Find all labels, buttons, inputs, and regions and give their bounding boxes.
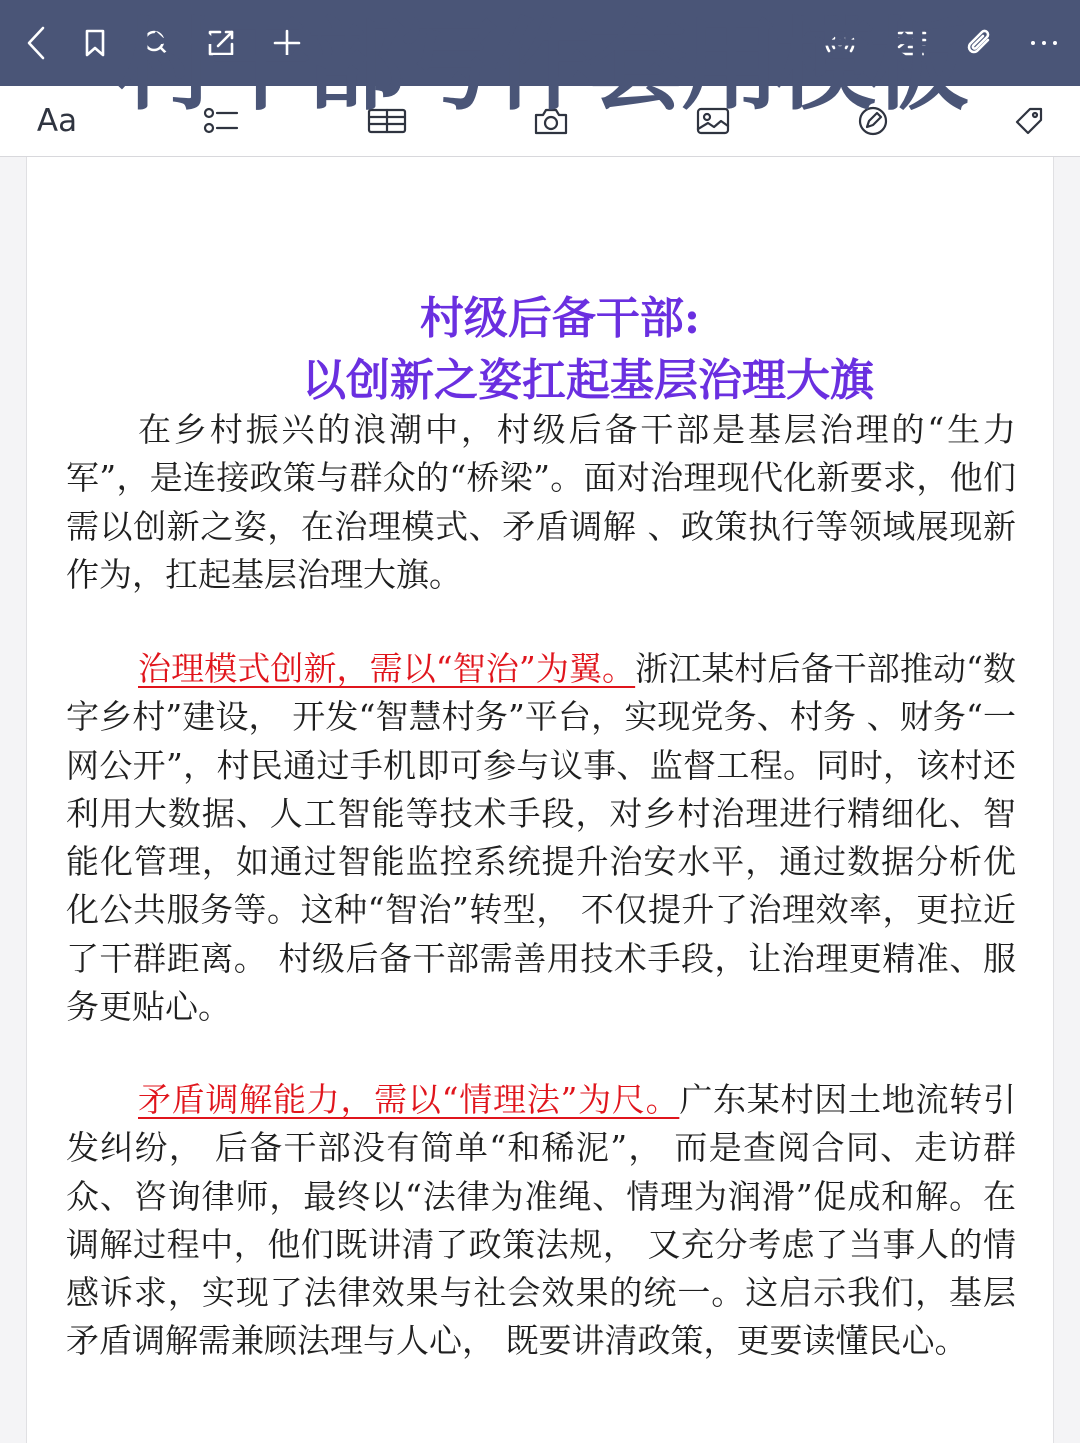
- section2-body: 广东某村因土地流转引发纠纷， 后备干部没有简单“和稀泥”， 而是查阅合同、走访群众、咨询律师，最终以“法律为准绳、情理为润滑”促成和解。在调解过程中，他们既讲清了政策法规， 又充分考虑了当事人的情感诉求，实现了法律效果与社会效果的统一。这启示我们，基层矛盾调解需兼顾法理与人心， 既要讲清政策，更要读懂民心。: [66, 1080, 1016, 1361]
- section1-paragraph: [66, 645, 1016, 1031]
- document-title: 村干部写作套用模板: [117, 7, 963, 124]
- intro-paragraph: [66, 406, 1016, 599]
- subtitle-line-2: 以创新之姿扛起基层治理大旗: [302, 355, 874, 406]
- section2-heading: 矛盾调解能力，需以“情理法”为尺。: [138, 1080, 680, 1119]
- subtitle-line-1: 村级后备干部:: [419, 293, 701, 344]
- section2-paragraph: [66, 1076, 1016, 1366]
- section1-heading: 治理模式创新，需以“智治”为翼。: [138, 649, 636, 688]
- section1-body: 浙江某村后备干部推动“数字乡村”建设， 开发“智慧村务”平台，实现党务、村务 、财务“一网公开”，村民通过手机即可参与议事、监督工程。同时，该村还利用大数据、人工智能等技术手段，对乡村治理进行精细化、智能化管理，如通过智能监控系统提升治安水平，通过数据分析优化公共服务等。这种“智治”转型， 不仅提升了治理效率，更拉近了干群距离。 村级后备干部需善用技术手段，让治理更精准、服务更贴心。: [66, 649, 1016, 1027]
- intro-text: 在乡村振兴的浪潮中，村级后备干部是基层治理的“生力军”，是连接政策与群众的“桥梁”。面对治理现代化新要求，他们需以创新之姿，在治理模式、矛盾调解 、政策执行等领域展现新作为，扛起基层治理大旗。: [66, 410, 1016, 594]
- text-format-label: Aa: [36, 103, 78, 139]
